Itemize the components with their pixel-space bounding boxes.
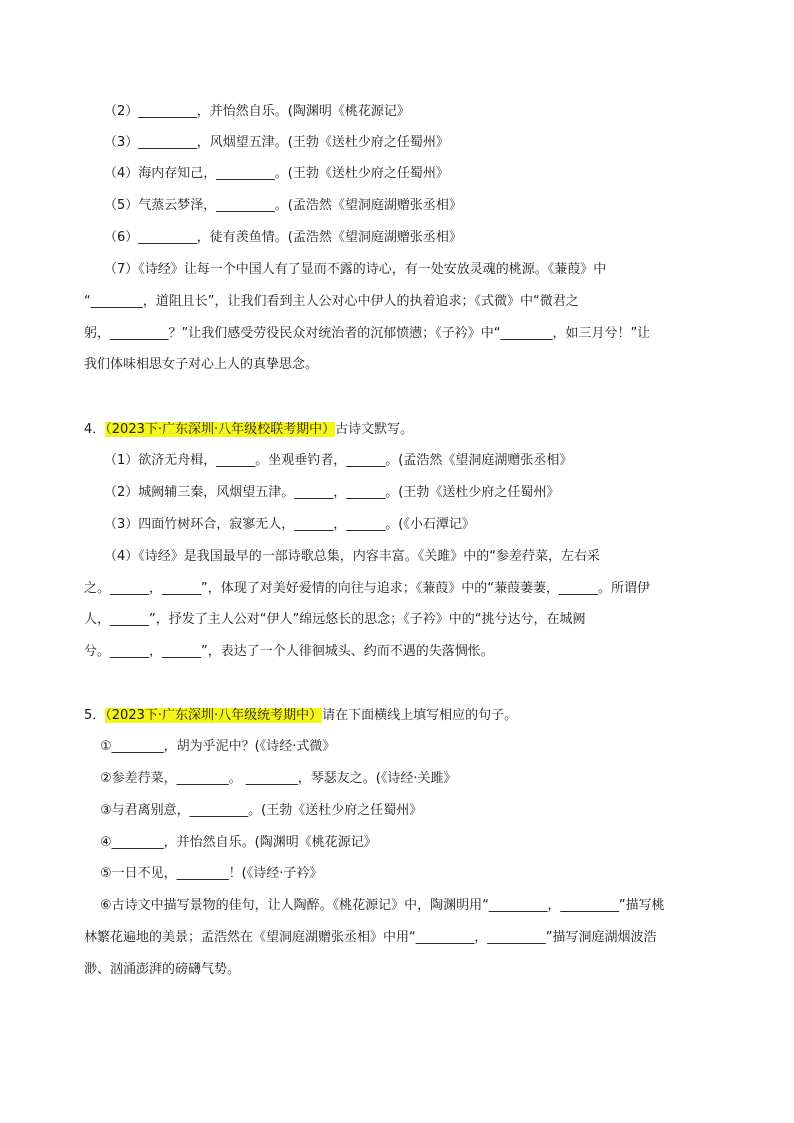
q3-item-5: （5）气蒸云梦泽，_________。(孟浩然《望洞庭湖赠张丞相》: [104, 198, 462, 213]
question-title: 古诗文默写。: [335, 422, 414, 437]
q5-para-line: ⑥古诗文中描写景物的佳句，让人陶醉。《桃花源记》中，陶渊明用“_________，_________”描写桃: [100, 898, 665, 913]
q3-para-line: “________，道阻且长”，让我们看到主人公对心中伊人的执着追求；《式微》中“微君之: [84, 294, 579, 309]
q3-para-line: （7）《诗经》让每一个中国人有了显而不露的诗心，有一处安放灵魂的桃源。《蒹葭》中: [104, 262, 607, 277]
q4-para-line: 兮。______，______”，表达了一个人徘徊城头、约而不遇的失落惆怅。: [84, 644, 494, 659]
q4-para-line: （4）《诗经》是我国最早的一部诗歌总集，内容丰富。《关雎》中的“参差荇菜，左右采: [104, 549, 601, 564]
question-4-heading: [84, 421, 413, 439]
q4-item-3: （3）四面竹树环合，寂寥无人，______，______。(《小石潭记》: [104, 517, 475, 532]
q4-item-1: （1）欲济无舟楫，______。坐观垂钓者，______。(孟浩然《望洞庭湖赠张丞相》: [104, 453, 573, 468]
q3-item-6: （6）_________，徒有羡鱼情。(孟浩然《望洞庭湖赠张丞相》: [104, 230, 462, 245]
q4-para-line: 之。______，______”，体现了对美好爱情的向往与追求；《蒹葭》中的“蒹葭萋萋，______。所谓伊: [84, 581, 650, 596]
q5-item-5: ⑤一日不见，________！(《诗经·子衿》: [100, 866, 323, 881]
q5-item-4: ④________，并怡然自乐。(陶渊明《桃花源记》: [100, 835, 377, 850]
q5-item-2: ②参差荇菜，________。 ________，琴瑟友之。(《诗经·关雎》: [100, 771, 457, 786]
q5-item-1: ①________，胡为乎泥中？(《诗经·式微》: [100, 739, 336, 754]
q3-para-line: 我们体味相思女子对心上人的真挚思念。: [84, 357, 319, 372]
q3-item-4: （4）海内存知己，_________。(王勃《送杜少府之任蜀州》: [104, 166, 449, 181]
q5-para-line: 渺、汹涌澎湃的磅礴气势。: [84, 962, 241, 977]
q3-para-line: 躬，_________？”让我们感受劳役民众对统治者的沉郁愤懑；《子衿》中“________，如三月兮！”让: [84, 326, 651, 341]
question-title: 请在下面横线上填写相应的句子。: [322, 708, 518, 723]
q3-item-2: （2）_________，并怡然自乐。(陶渊明《桃花源记》: [104, 104, 410, 119]
question-number: 4．: [84, 422, 106, 437]
q4-item-2: （2）城阙辅三秦，风烟望五津。______，______。(王勃《送杜少府之任蜀州》: [104, 485, 560, 500]
source-tag: （2023下·广东深圳·八年级校联考期中）: [105, 422, 336, 437]
q5-item-3: ③与君离别意，_________。(王勃《送杜少府之任蜀州》: [100, 803, 423, 818]
source-tag: （2023下·广东深圳·八年级统考期中）: [105, 708, 323, 723]
q5-para-line: 林繁花遍地的美景；孟浩然在《望洞庭湖赠张丞相》中用“_________，_________”描写洞庭湖烟波浩: [84, 930, 657, 945]
question-5-heading: [84, 707, 517, 725]
q3-item-3: （3）_________，风烟望五津。(王勃《送杜少府之任蜀州》: [104, 135, 449, 150]
q4-para-line: 人，______”，抒发了主人公对“伊人”绵远悠长的思念；《子衿》中的“挑兮达兮，在城阙: [84, 612, 586, 627]
question-number: 5．: [84, 708, 106, 723]
